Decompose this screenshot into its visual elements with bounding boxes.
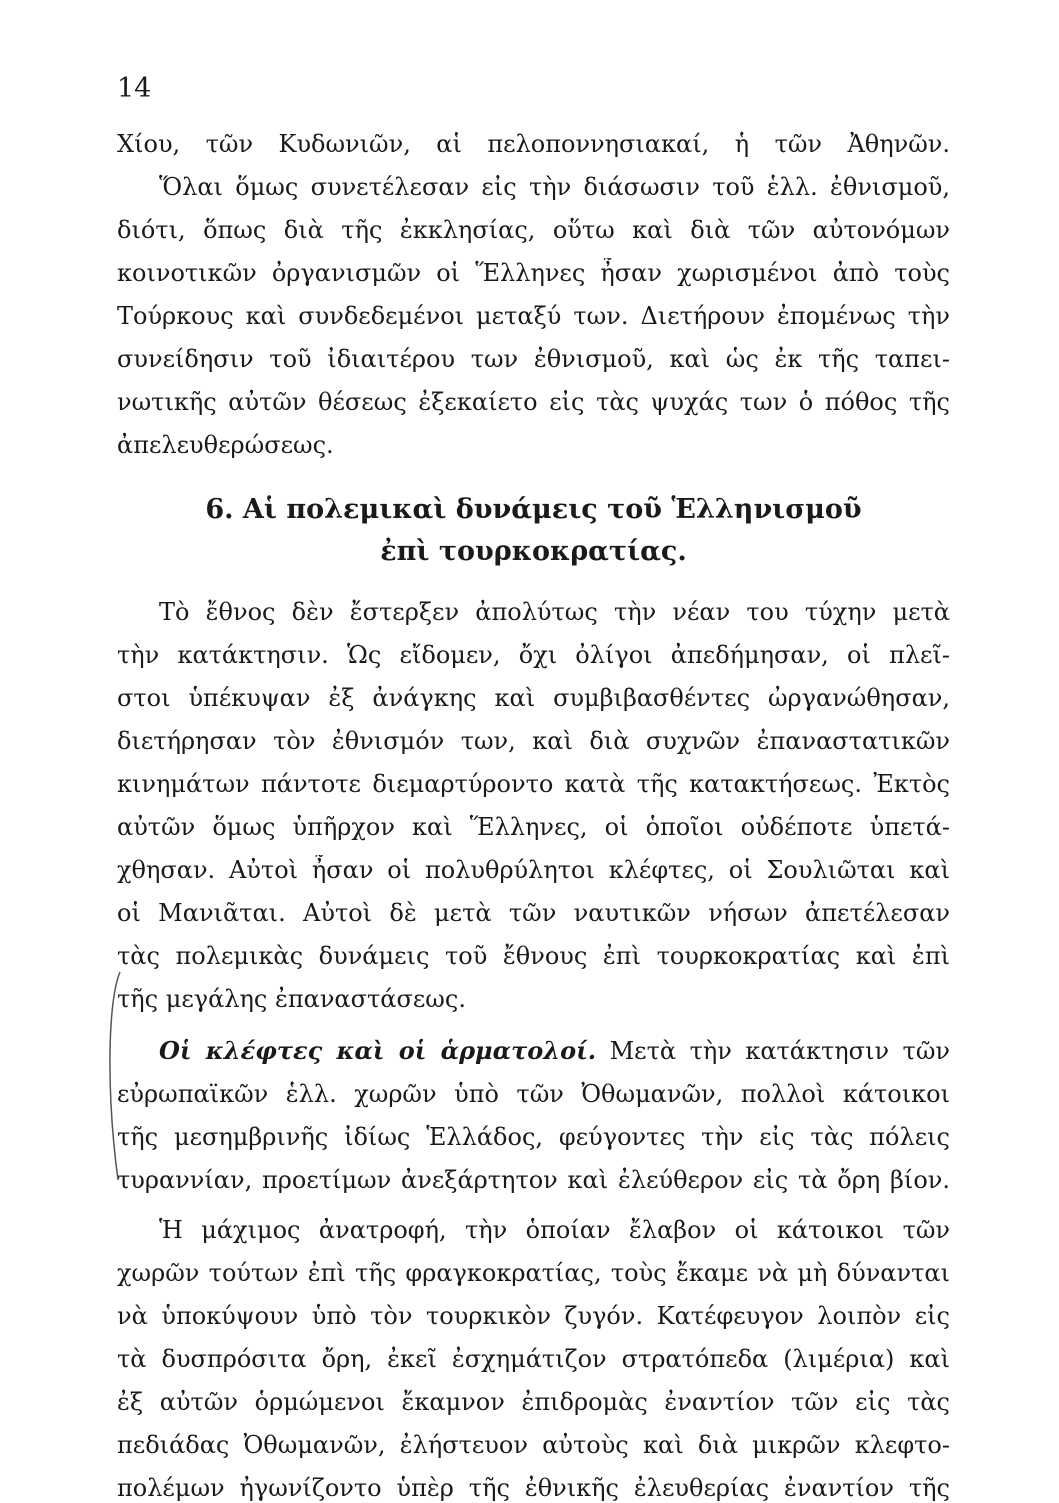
text-line: στοι ὑπέκυψαν ἐξ ἀνάγκης καὶ συμβιβασθέντες ὠργανώθησαν, xyxy=(117,684,950,712)
text-line: αὐτῶν ὅμως ὑπῆρχον καὶ Ἕλληνες, οἱ ὁποῖοι οὐδέποτε ὑπετά- xyxy=(117,813,950,841)
text-line: νωτικῆς αὐτῶν θέσεως ἐξεκαίετο εἰς τὰς ψυχάς των ὁ πόθος τῆς xyxy=(117,388,950,416)
text-line: ἀπελευθερώσεως. xyxy=(117,431,334,459)
text-line: κινημάτων πάντοτε διεμαρτύροντο κατὰ τῆς κατακτήσεως. Ἐκτὸς xyxy=(117,770,950,798)
text-line: τῆς μεσημβρινῆς ἰδίως Ἑλλάδος, φεύγοντες τὴν εἰς τὰς πόλεις xyxy=(117,1123,950,1151)
text-line: τυραννίαν, προετίμων ἀνεξάρτητον καὶ ἐλεύθερον εἰς τὰ ὄρη βίον. xyxy=(117,1166,950,1194)
page-number: 14 xyxy=(117,73,152,104)
text-line: τὰς πολεμικὰς δυνάμεις τοῦ ἔθνους ἐπὶ τουρκοκρατίας καὶ ἐπὶ xyxy=(117,942,950,970)
text-line: νὰ ὑποκύψουν ὑπὸ τὸν τουρκικὸν ζυγόν. Κατέφευγον λοιπὸν εἰς xyxy=(117,1302,950,1330)
text-line: χθησαν. Αὐτοὶ ἦσαν οἱ πολυθρύλητοι κλέφτες, οἱ Σουλιῶται καὶ xyxy=(117,856,950,884)
text-line: ἐξ αὐτῶν ὁρμώμενοι ἔκαμνον ἐπιδρομὰς ἐναντίον τῶν εἰς τὰς xyxy=(117,1388,950,1416)
text-line: συνείδησιν τοῦ ἰδιαιτέρου των ἐθνισμοῦ, καὶ ὡς ἐκ τῆς ταπει- xyxy=(117,345,950,373)
text-line: Ὅλαι ὅμως συνετέλεσαν εἰς τὴν διάσωσιν τοῦ ἑλλ. ἐθνισμοῦ, xyxy=(159,173,950,201)
section-heading-line-1: 6. Αἱ πολεμικαὶ δυνάμεις τοῦ Ἑλληνισμοῦ xyxy=(205,494,862,525)
text-line: Τὸ ἔθνος δὲν ἔστερξεν ἀπολύτως τὴν νέαν του τύχην μετὰ xyxy=(159,598,950,626)
text-line: πολέμων ἠγωνίζοντο ὑπὲρ τῆς ἐθνικῆς ἐλευθερίας ἐναντίον τῆς xyxy=(117,1474,950,1502)
subsection-lead: Οἱ κλέφτες καὶ οἱ ἁρματολοί. xyxy=(159,1036,597,1065)
text-line: χωρῶν τούτων ἐπὶ τῆς φραγκοκρατίας, τοὺς ἔκαμε νὰ μὴ δύνανται xyxy=(117,1259,950,1287)
text-line: Χίου, τῶν Κυδωνιῶν, αἱ πελοποννησιακαί, ἡ τῶν Ἀθηνῶν. xyxy=(117,130,950,158)
text-run: Μετὰ τὴν κατάκτησιν τῶν xyxy=(609,1037,950,1065)
text-line: Τούρκους καὶ συνδεδεμένοι μεταξύ των. Διετήρουν ἐπομένως τὴν xyxy=(117,302,950,330)
text-line: τὰ δυσπρόσιτα ὄρη, ἐκεῖ ἐσχημάτιζον στρατόπεδα (λιμέρια) καὶ xyxy=(117,1345,950,1373)
text-line: πεδιάδας Ὀθωμανῶν, ἐλήστευον αὐτοὺς καὶ διὰ μικρῶν κλεφτο- xyxy=(117,1431,950,1459)
text-line: οἱ Μανιᾶται. Αὐτοὶ δὲ μετὰ τῶν ναυτικῶν νήσων ἀπετέλεσαν xyxy=(117,899,950,927)
text-line: διότι, ὅπως διὰ τῆς ἐκκλησίας, οὕτω καὶ διὰ τῶν αὐτονόμων xyxy=(117,216,950,244)
text-line: Ἡ μάχιμος ἀνατροφή, τὴν ὁποίαν ἔλαβον οἱ κάτοικοι τῶν xyxy=(159,1216,950,1244)
text-line: εὐρωπαϊκῶν ἑλλ. χωρῶν ὑπὸ τῶν Ὀθωμανῶν, πολλοὶ κάτοικοι xyxy=(117,1080,950,1108)
text-line: τῆς μεγάλης ἐπαναστάσεως. xyxy=(117,985,466,1013)
text-line: τὴν κατάκτησιν. Ὡς εἴδομεν, ὄχι ὀλίγοι ἀπεδήμησαν, οἱ πλεῖ- xyxy=(117,641,950,669)
text-line: διετήρησαν τὸν ἐθνισμόν των, καὶ διὰ συχνῶν ἐπαναστατικῶν xyxy=(117,727,950,755)
text-line: κοινοτικῶν ὀργανισμῶν οἱ Ἕλληνες ἦσαν χωρισμένοι ἀπὸ τοὺς xyxy=(117,259,950,287)
section-heading-line-2: ἐπὶ τουρκοκρατίας. xyxy=(380,536,687,567)
